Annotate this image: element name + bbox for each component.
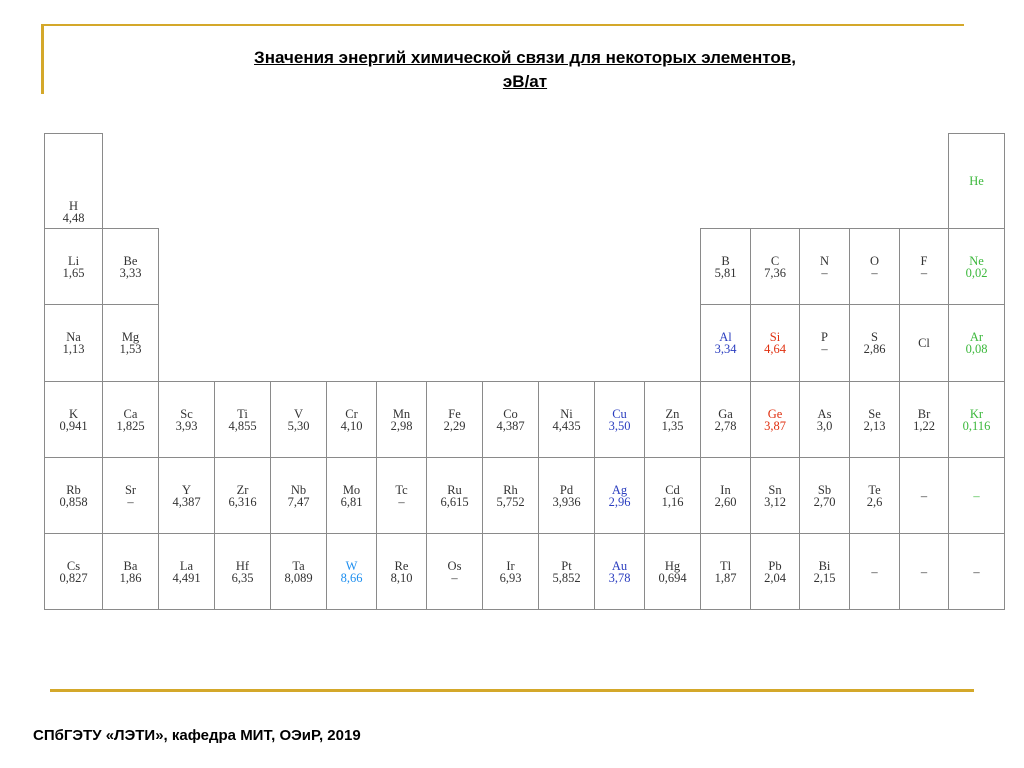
element-content — [377, 560, 426, 584]
element-content — [539, 408, 594, 432]
element-content — [45, 408, 102, 432]
element-symbol: H — [68, 199, 79, 213]
element-content — [900, 408, 948, 432]
bond-energy-value: – — [821, 342, 828, 356]
element-content — [850, 331, 899, 355]
bond-energy-value: 0,02 — [965, 265, 988, 280]
element-content — [483, 484, 538, 508]
element-cell-ar — [948, 304, 1005, 382]
element-content — [645, 484, 700, 508]
bond-energy-value: 4,387 — [172, 494, 201, 509]
element-symbol: N — [819, 253, 830, 268]
element-cell-te — [849, 457, 900, 534]
element-content — [483, 560, 538, 584]
element-cell-f — [899, 228, 949, 305]
element-cell-pb — [750, 533, 800, 610]
element-content — [850, 484, 899, 508]
element-cell-sc — [158, 381, 215, 458]
element-content — [539, 560, 594, 584]
element-cell-w — [326, 533, 377, 610]
bond-energy-value: 2,15 — [813, 570, 836, 585]
element-content — [377, 484, 426, 508]
element-cell-ni — [538, 381, 595, 458]
element-cell-ga — [700, 381, 751, 458]
element-symbol: Tl — [719, 558, 732, 573]
element-content — [427, 408, 482, 432]
element-symbol: Ir — [506, 558, 515, 573]
element-symbol: P — [821, 330, 828, 344]
element-cell-pd — [538, 457, 595, 534]
element-cell-empty — [899, 533, 949, 610]
bond-energy-value: 5,81 — [714, 265, 737, 280]
bond-energy-value: 8,66 — [340, 570, 363, 585]
element-symbol: Pd — [559, 482, 574, 497]
element-cell-p — [799, 304, 850, 382]
element-content — [949, 490, 1004, 502]
bond-energy-value: 6,81 — [340, 494, 363, 509]
element-symbol: Os — [447, 558, 462, 573]
element-content — [271, 484, 326, 508]
element-symbol: Cr — [345, 406, 358, 421]
element-content — [595, 484, 644, 508]
bond-energy-value: – — [973, 488, 980, 503]
element-content — [751, 255, 799, 279]
bond-energy-value: 1,86 — [119, 570, 142, 585]
bond-energy-value: 0,116 — [962, 418, 991, 433]
bond-energy-value: 3,50 — [608, 418, 631, 433]
element-cell-hg — [644, 533, 701, 610]
element-cell-mn — [376, 381, 427, 458]
element-symbol: Ge — [767, 406, 783, 421]
element-content — [850, 255, 899, 279]
element-content — [949, 175, 1004, 187]
element-symbol: Sc — [180, 406, 193, 421]
element-cell-au — [594, 533, 645, 610]
element-cell-co — [482, 381, 539, 458]
element-cell-n — [799, 228, 850, 305]
element-cell-nb — [270, 457, 327, 534]
element-content — [595, 560, 644, 584]
bond-energy-value: 1,22 — [913, 418, 935, 433]
element-cell-ir — [482, 533, 539, 610]
element-content — [45, 331, 102, 355]
element-cell-empty — [948, 533, 1005, 610]
element-cell-empty — [899, 457, 949, 534]
element-symbol: Sr — [124, 482, 137, 497]
element-cell-bi — [799, 533, 850, 610]
element-content — [645, 560, 700, 584]
bond-energy-value: 4,64 — [764, 342, 786, 356]
element-content — [103, 331, 158, 355]
element-content — [159, 408, 214, 432]
element-symbol: Fe — [448, 406, 461, 421]
element-content — [45, 200, 102, 224]
element-symbol: Kr — [969, 406, 984, 421]
element-symbol: B — [721, 253, 730, 268]
element-symbol: Tc — [395, 482, 408, 497]
element-content — [103, 408, 158, 432]
element-content — [751, 484, 799, 508]
element-symbol: Si — [769, 330, 781, 344]
element-symbol: F — [920, 253, 928, 268]
element-content — [900, 255, 948, 279]
bond-energy-value: 3,78 — [608, 570, 631, 585]
element-symbol: S — [871, 330, 878, 344]
bond-energy-value: 7,47 — [287, 494, 310, 509]
element-content — [751, 560, 799, 584]
bond-energy-value: 6,615 — [440, 494, 469, 509]
element-content — [949, 408, 1004, 432]
element-symbol: Be — [123, 253, 138, 268]
element-symbol: Ti — [237, 406, 248, 421]
bond-energy-value: 0,827 — [59, 570, 88, 585]
element-cell-as — [799, 381, 850, 458]
element-cell-ba — [102, 533, 159, 610]
bond-energy-value: 2,13 — [863, 418, 886, 433]
element-cell-ta — [270, 533, 327, 610]
element-content — [751, 331, 799, 355]
bond-energy-value: 0,941 — [59, 418, 88, 433]
element-content — [850, 408, 899, 432]
element-cell-os — [426, 533, 483, 610]
element-cell-cr — [326, 381, 377, 458]
element-cell-c — [750, 228, 800, 305]
element-content — [377, 408, 426, 432]
element-cell-ti — [214, 381, 271, 458]
element-symbol: Ca — [123, 406, 138, 421]
element-content — [701, 331, 750, 355]
bond-energy-value: 2,78 — [714, 418, 737, 433]
element-symbol: In — [720, 482, 731, 497]
bond-energy-value: – — [398, 494, 405, 509]
element-cell-ru — [426, 457, 483, 534]
element-cell-ag — [594, 457, 645, 534]
bond-energy-value: 7,36 — [764, 265, 786, 280]
element-symbol: Au — [611, 558, 628, 573]
bond-energy-value: 4,855 — [228, 418, 257, 433]
footer-text: СПбГЭТУ «ЛЭТИ», кафедра МИТ, ОЭиР, 2019 — [33, 727, 361, 744]
element-cell-kr — [948, 381, 1005, 458]
bond-energy-value: – — [451, 570, 458, 585]
title-line-1: Значения энергий химической связи для некоторых элементов, — [254, 48, 796, 67]
element-cell-hf — [214, 533, 271, 610]
element-symbol: Hg — [664, 558, 681, 573]
element-content — [900, 490, 948, 502]
element-content — [45, 484, 102, 508]
element-content — [701, 255, 750, 279]
element-cell-cs — [44, 533, 103, 610]
bond-energy-value: – — [920, 488, 928, 503]
element-symbol: Cd — [665, 482, 680, 497]
element-cell-la — [158, 533, 215, 610]
bond-energy-value: 3,936 — [552, 494, 581, 509]
element-cell-sb — [799, 457, 850, 534]
bond-energy-value: 4,10 — [340, 418, 363, 433]
bond-energy-value: – — [871, 265, 878, 280]
element-cell-o — [849, 228, 900, 305]
element-cell-empty — [948, 457, 1005, 534]
element-cell-cl — [899, 304, 949, 382]
bond-energy-value: 2,70 — [813, 494, 836, 509]
element-symbol: Te — [868, 482, 881, 497]
bond-energy-value: 8,089 — [284, 570, 313, 585]
element-content — [800, 331, 849, 355]
element-content — [215, 408, 270, 432]
element-symbol: Pt — [561, 558, 572, 573]
element-symbol: Br — [917, 406, 931, 421]
bond-energy-value: 6,93 — [499, 570, 522, 585]
element-content — [103, 560, 158, 584]
element-cell-in — [700, 457, 751, 534]
element-cell-ge — [750, 381, 800, 458]
element-cell-li — [44, 228, 103, 305]
bond-energy-value: – — [871, 564, 878, 579]
bond-energy-value: – — [127, 494, 134, 509]
element-content — [701, 484, 750, 508]
title-line-2: эВ/ат — [502, 72, 548, 91]
bond-energy-value: 2,04 — [764, 570, 786, 585]
bond-energy-value: 2,96 — [608, 494, 631, 509]
bond-energy-value: 4,435 — [552, 418, 581, 433]
element-symbol: Mg — [121, 330, 140, 344]
bond-energy-value: 1,87 — [714, 570, 737, 585]
element-content — [800, 408, 849, 432]
element-content — [701, 560, 750, 584]
bond-energy-value: 1,825 — [116, 418, 145, 433]
element-symbol: Ne — [969, 253, 984, 268]
element-symbol: Ar — [969, 330, 984, 344]
element-cell-ca — [102, 381, 159, 458]
element-content — [327, 484, 376, 508]
element-cell-zr — [214, 457, 271, 534]
element-cell-cd — [644, 457, 701, 534]
element-cell-re — [376, 533, 427, 610]
element-cell-s — [849, 304, 900, 382]
element-content — [271, 560, 326, 584]
element-content — [45, 255, 102, 279]
element-symbol: Li — [67, 253, 80, 268]
bond-energy-value: 3,93 — [175, 418, 198, 433]
bond-energy-value: 0,08 — [965, 342, 988, 356]
element-content — [427, 560, 482, 584]
element-content — [427, 484, 482, 508]
element-cell-se — [849, 381, 900, 458]
bond-energy-value: 6,316 — [228, 494, 257, 509]
bond-energy-value: 0,858 — [59, 494, 88, 509]
bond-energy-value: 1,35 — [661, 418, 684, 433]
element-symbol: Ni — [560, 406, 573, 421]
element-cell-fe — [426, 381, 483, 458]
element-cell-rh — [482, 457, 539, 534]
element-symbol: C — [770, 253, 780, 268]
bond-energy-value: 4,48 — [62, 211, 85, 225]
element-symbol: W — [345, 558, 358, 573]
element-symbol: Mn — [392, 406, 411, 421]
bond-energy-value: 2,29 — [443, 418, 466, 433]
element-cell-tc — [376, 457, 427, 534]
element-content — [701, 408, 750, 432]
element-cell-h — [44, 133, 103, 229]
bond-energy-value: 1,16 — [661, 494, 684, 509]
element-symbol: Rb — [66, 482, 81, 497]
element-cell-b — [700, 228, 751, 305]
bond-energy-value: 3,12 — [764, 494, 786, 509]
element-content — [45, 560, 102, 584]
element-symbol: Nb — [290, 482, 307, 497]
element-symbol: O — [869, 253, 880, 268]
bond-energy-value: – — [920, 564, 928, 579]
element-symbol: Sn — [768, 482, 782, 497]
element-symbol: He — [969, 174, 984, 188]
element-symbol: Al — [719, 330, 732, 344]
bond-energy-value: 5,852 — [552, 570, 581, 585]
element-symbol: Sb — [817, 482, 832, 497]
bond-energy-value: 1,13 — [62, 342, 85, 356]
bond-energy-value: – — [973, 564, 980, 579]
element-content — [949, 255, 1004, 279]
bond-energy-value: 6,35 — [231, 570, 254, 585]
bond-energy-value: 2,6 — [866, 494, 883, 509]
element-symbol: Bi — [818, 558, 831, 573]
bond-energy-value: 0,694 — [658, 570, 687, 585]
element-symbol: V — [293, 406, 304, 421]
element-cell-he — [948, 133, 1005, 229]
bond-energy-value: 4,387 — [496, 418, 525, 433]
bond-energy-value: 3,87 — [764, 418, 786, 433]
element-symbol: Cs — [66, 558, 81, 573]
element-symbol: Co — [503, 406, 518, 421]
element-content — [949, 331, 1004, 355]
bond-energy-value: 5,752 — [496, 494, 525, 509]
bond-energy-value: – — [821, 265, 828, 280]
element-content — [327, 408, 376, 432]
element-content — [900, 337, 948, 349]
element-cell-v — [270, 381, 327, 458]
element-content — [850, 566, 899, 578]
bond-energy-value: 3,34 — [714, 342, 737, 356]
element-cell-k — [44, 381, 103, 458]
element-cell-al — [700, 304, 751, 382]
element-symbol: Ru — [447, 482, 462, 497]
element-content — [900, 566, 948, 578]
element-symbol: Y — [181, 482, 192, 497]
element-content — [800, 560, 849, 584]
element-content — [645, 408, 700, 432]
bond-energy-value: 1,53 — [119, 342, 142, 356]
element-cell-y — [158, 457, 215, 534]
element-content — [215, 560, 270, 584]
element-cell-empty — [849, 533, 900, 610]
bond-energy-value: 4,491 — [172, 570, 201, 585]
element-content — [159, 484, 214, 508]
element-cell-mg — [102, 304, 159, 382]
element-content — [103, 484, 158, 508]
bond-energy-value: 1,65 — [62, 265, 85, 280]
element-symbol: Rh — [503, 482, 518, 497]
element-symbol: Na — [66, 330, 81, 344]
bond-energy-value: 3,33 — [119, 265, 142, 280]
element-content — [800, 484, 849, 508]
element-symbol: Pb — [768, 558, 782, 573]
element-cell-sn — [750, 457, 800, 534]
element-content — [327, 560, 376, 584]
element-cell-si — [750, 304, 800, 382]
element-cell-br — [899, 381, 949, 458]
element-content — [800, 255, 849, 279]
bond-energy-value: – — [920, 265, 928, 280]
element-symbol: Ga — [718, 406, 733, 421]
bond-energy-value: 2,60 — [714, 494, 737, 509]
element-content — [103, 255, 158, 279]
element-symbol: Zr — [236, 482, 249, 497]
element-symbol: Ag — [611, 482, 628, 497]
element-symbol: La — [179, 558, 194, 573]
element-symbol: Se — [868, 406, 881, 421]
element-symbol: Ta — [292, 558, 305, 573]
element-symbol: Cu — [612, 406, 627, 421]
element-cell-cu — [594, 381, 645, 458]
element-content — [271, 408, 326, 432]
bond-energy-value: 3,0 — [816, 418, 833, 433]
element-cell-be — [102, 228, 159, 305]
element-cell-mo — [326, 457, 377, 534]
element-symbol: Zn — [665, 406, 680, 421]
element-content — [539, 484, 594, 508]
element-symbol: Mo — [342, 482, 361, 497]
element-cell-rb — [44, 457, 103, 534]
element-content — [949, 566, 1004, 578]
element-symbol: As — [817, 406, 832, 421]
element-content — [595, 408, 644, 432]
element-cell-sr — [102, 457, 159, 534]
element-symbol: Re — [394, 558, 409, 573]
bond-energy-value: 5,30 — [287, 418, 310, 433]
element-content — [483, 408, 538, 432]
element-cell-na — [44, 304, 103, 382]
element-content — [215, 484, 270, 508]
element-content — [159, 560, 214, 584]
element-cell-ne — [948, 228, 1005, 305]
element-symbol: Cl — [918, 336, 930, 350]
element-cell-zn — [644, 381, 701, 458]
bond-energy-value: 8,10 — [390, 570, 413, 585]
element-cell-tl — [700, 533, 751, 610]
element-symbol: Hf — [235, 558, 250, 573]
element-symbol: K — [68, 406, 79, 421]
element-content — [751, 408, 799, 432]
element-cell-pt — [538, 533, 595, 610]
bond-energy-value: 2,98 — [390, 418, 413, 433]
element-symbol: Ba — [123, 558, 138, 573]
bond-energy-value: 2,86 — [863, 342, 886, 356]
